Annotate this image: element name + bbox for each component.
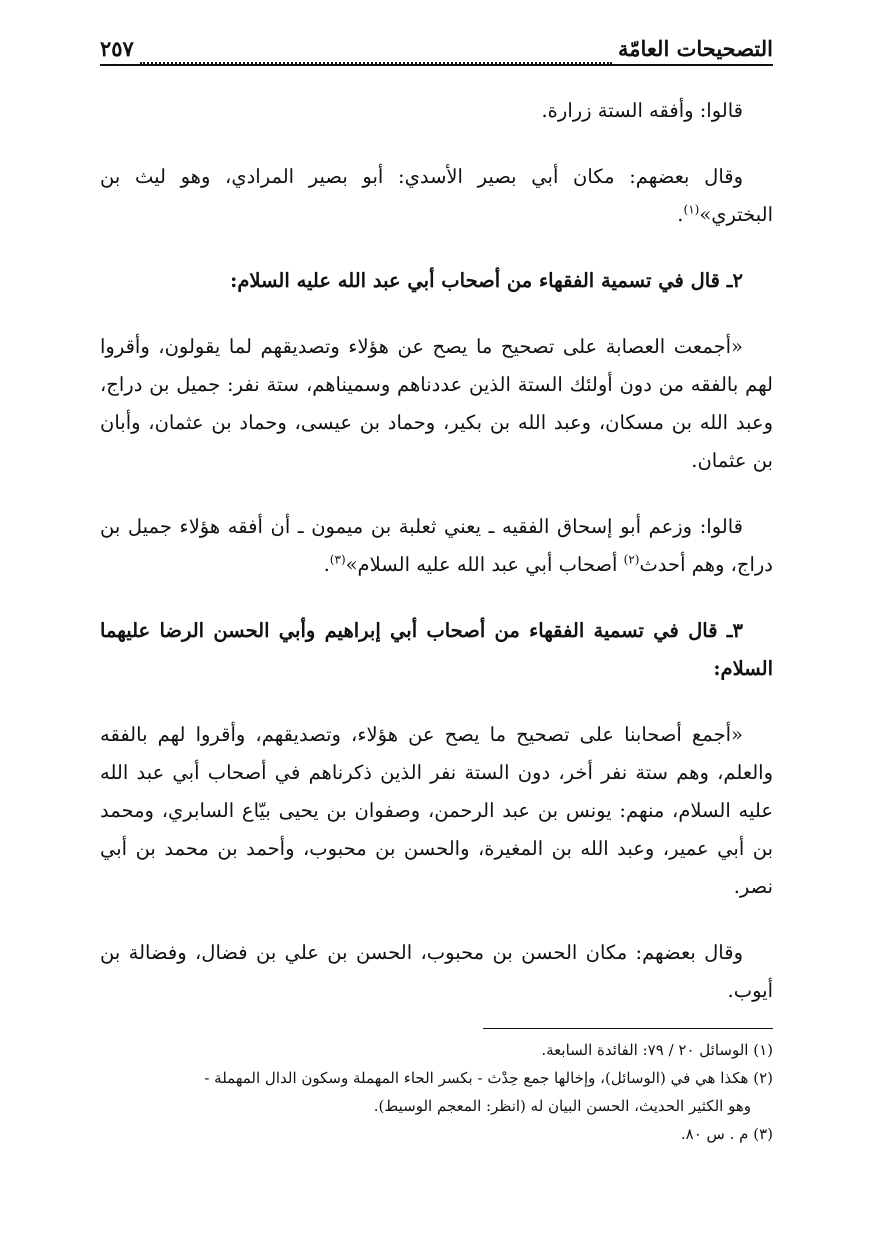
body-text <box>100 92 773 1038</box>
paragraph-8: وقال بعضهم: مكان الحسن بن محبوب، الحسن بن علي بن فضال، وفضالة بن أيوب. <box>100 941 773 1002</box>
paragraph-2 <box>100 158 773 234</box>
section-heading-3: ٣ـ قال في تسمية الفقهاء من أصحاب أبي إبراهيم وأبي الحسن الرضا عليهما السلام: <box>100 619 773 680</box>
paragraph-7: «أجمع أصحابنا على تصحيح ما يصح عن هؤلاء، وتصديقهم، وأقروا لهم بالفقه والعلم، وهم ستة نفر أخر، دون الستة نفر الذين ذكرناهم في أصحاب أبي عبد الله عليه السلام، منهم: يونس بن عبد الرحمن، وصفوان بن يحيى بيّاع السابري، ومحمد بن أبي عمير، وعبد الله بن المغيرة، والحسن بن محبوب، وأحمد بن محمد بن أبي نصر. <box>100 723 773 898</box>
running-header <box>100 30 773 66</box>
footnotes <box>100 1036 773 1148</box>
paragraph-2-text: وقال بعضهم: مكان أبي بصير الأسدي: أبو بصير المرادي، وهو ليث بن البختري» <box>100 165 773 226</box>
running-title: التصحيحات العامّة <box>618 36 773 61</box>
leader-dots <box>140 42 612 64</box>
footnote-ref-3: (٣) <box>329 552 346 567</box>
footnote-2-line-1: (٢) هكذا هي في (الوسائل)، وإخالها جمع حِدْث - بكسر الحاء المهملة وسكون الدال المهملة - <box>204 1069 773 1087</box>
paragraph-4: «أجمعت العصابة على تصحيح ما يصح عن هؤلاء وتصديقهم لما يقولون، وأقروا لهم بالفقه من دون أولئك الستة الذين عددناهم وسميناهم، ستة نفر: جميل بن دراج، وعبد الله بن مسكان، وعبد الله بن بكير، وحماد بن عيسى، وحماد بن عثمان، وأبان بن عثمان. <box>100 335 773 472</box>
paragraph-1: قالوا: وأفقه الستة زرارة. <box>541 99 743 122</box>
footnote-ref-2: (٢) <box>623 552 640 567</box>
paragraph-5 <box>100 508 773 584</box>
page-number: ٢٥٧ <box>100 36 134 61</box>
footnote-divider <box>483 1028 773 1029</box>
paragraph-2-end: . <box>677 203 684 226</box>
section-heading-2: ٢ـ قال في تسمية الفقهاء من أصحاب أبي عبد الله عليه السلام: <box>230 269 743 292</box>
footnote-ref-1: (١) <box>683 202 700 217</box>
footnote-3: (٣) م . س ٨٠. <box>680 1125 773 1143</box>
footnote-1: (١) الوسائل ٢٠ / ٧٩: الفائدة السابعة. <box>541 1041 773 1059</box>
footnote-2-line-2: وهو الكثير الحديث، الحسن البيان له (انظر: المعجم الوسيط). <box>373 1097 751 1115</box>
paragraph-5-text-b: أصحاب أبي عبد الله عليه السلام» <box>345 553 624 576</box>
paragraph-5-text-a: قالوا: وزعم أبو إسحاق الفقيه ـ يعني ثعلبة بن ميمون ـ أن أفقه هؤلاء جميل بن دراج، وهم أحدث <box>100 515 773 576</box>
paragraph-5-end: . <box>323 553 330 576</box>
